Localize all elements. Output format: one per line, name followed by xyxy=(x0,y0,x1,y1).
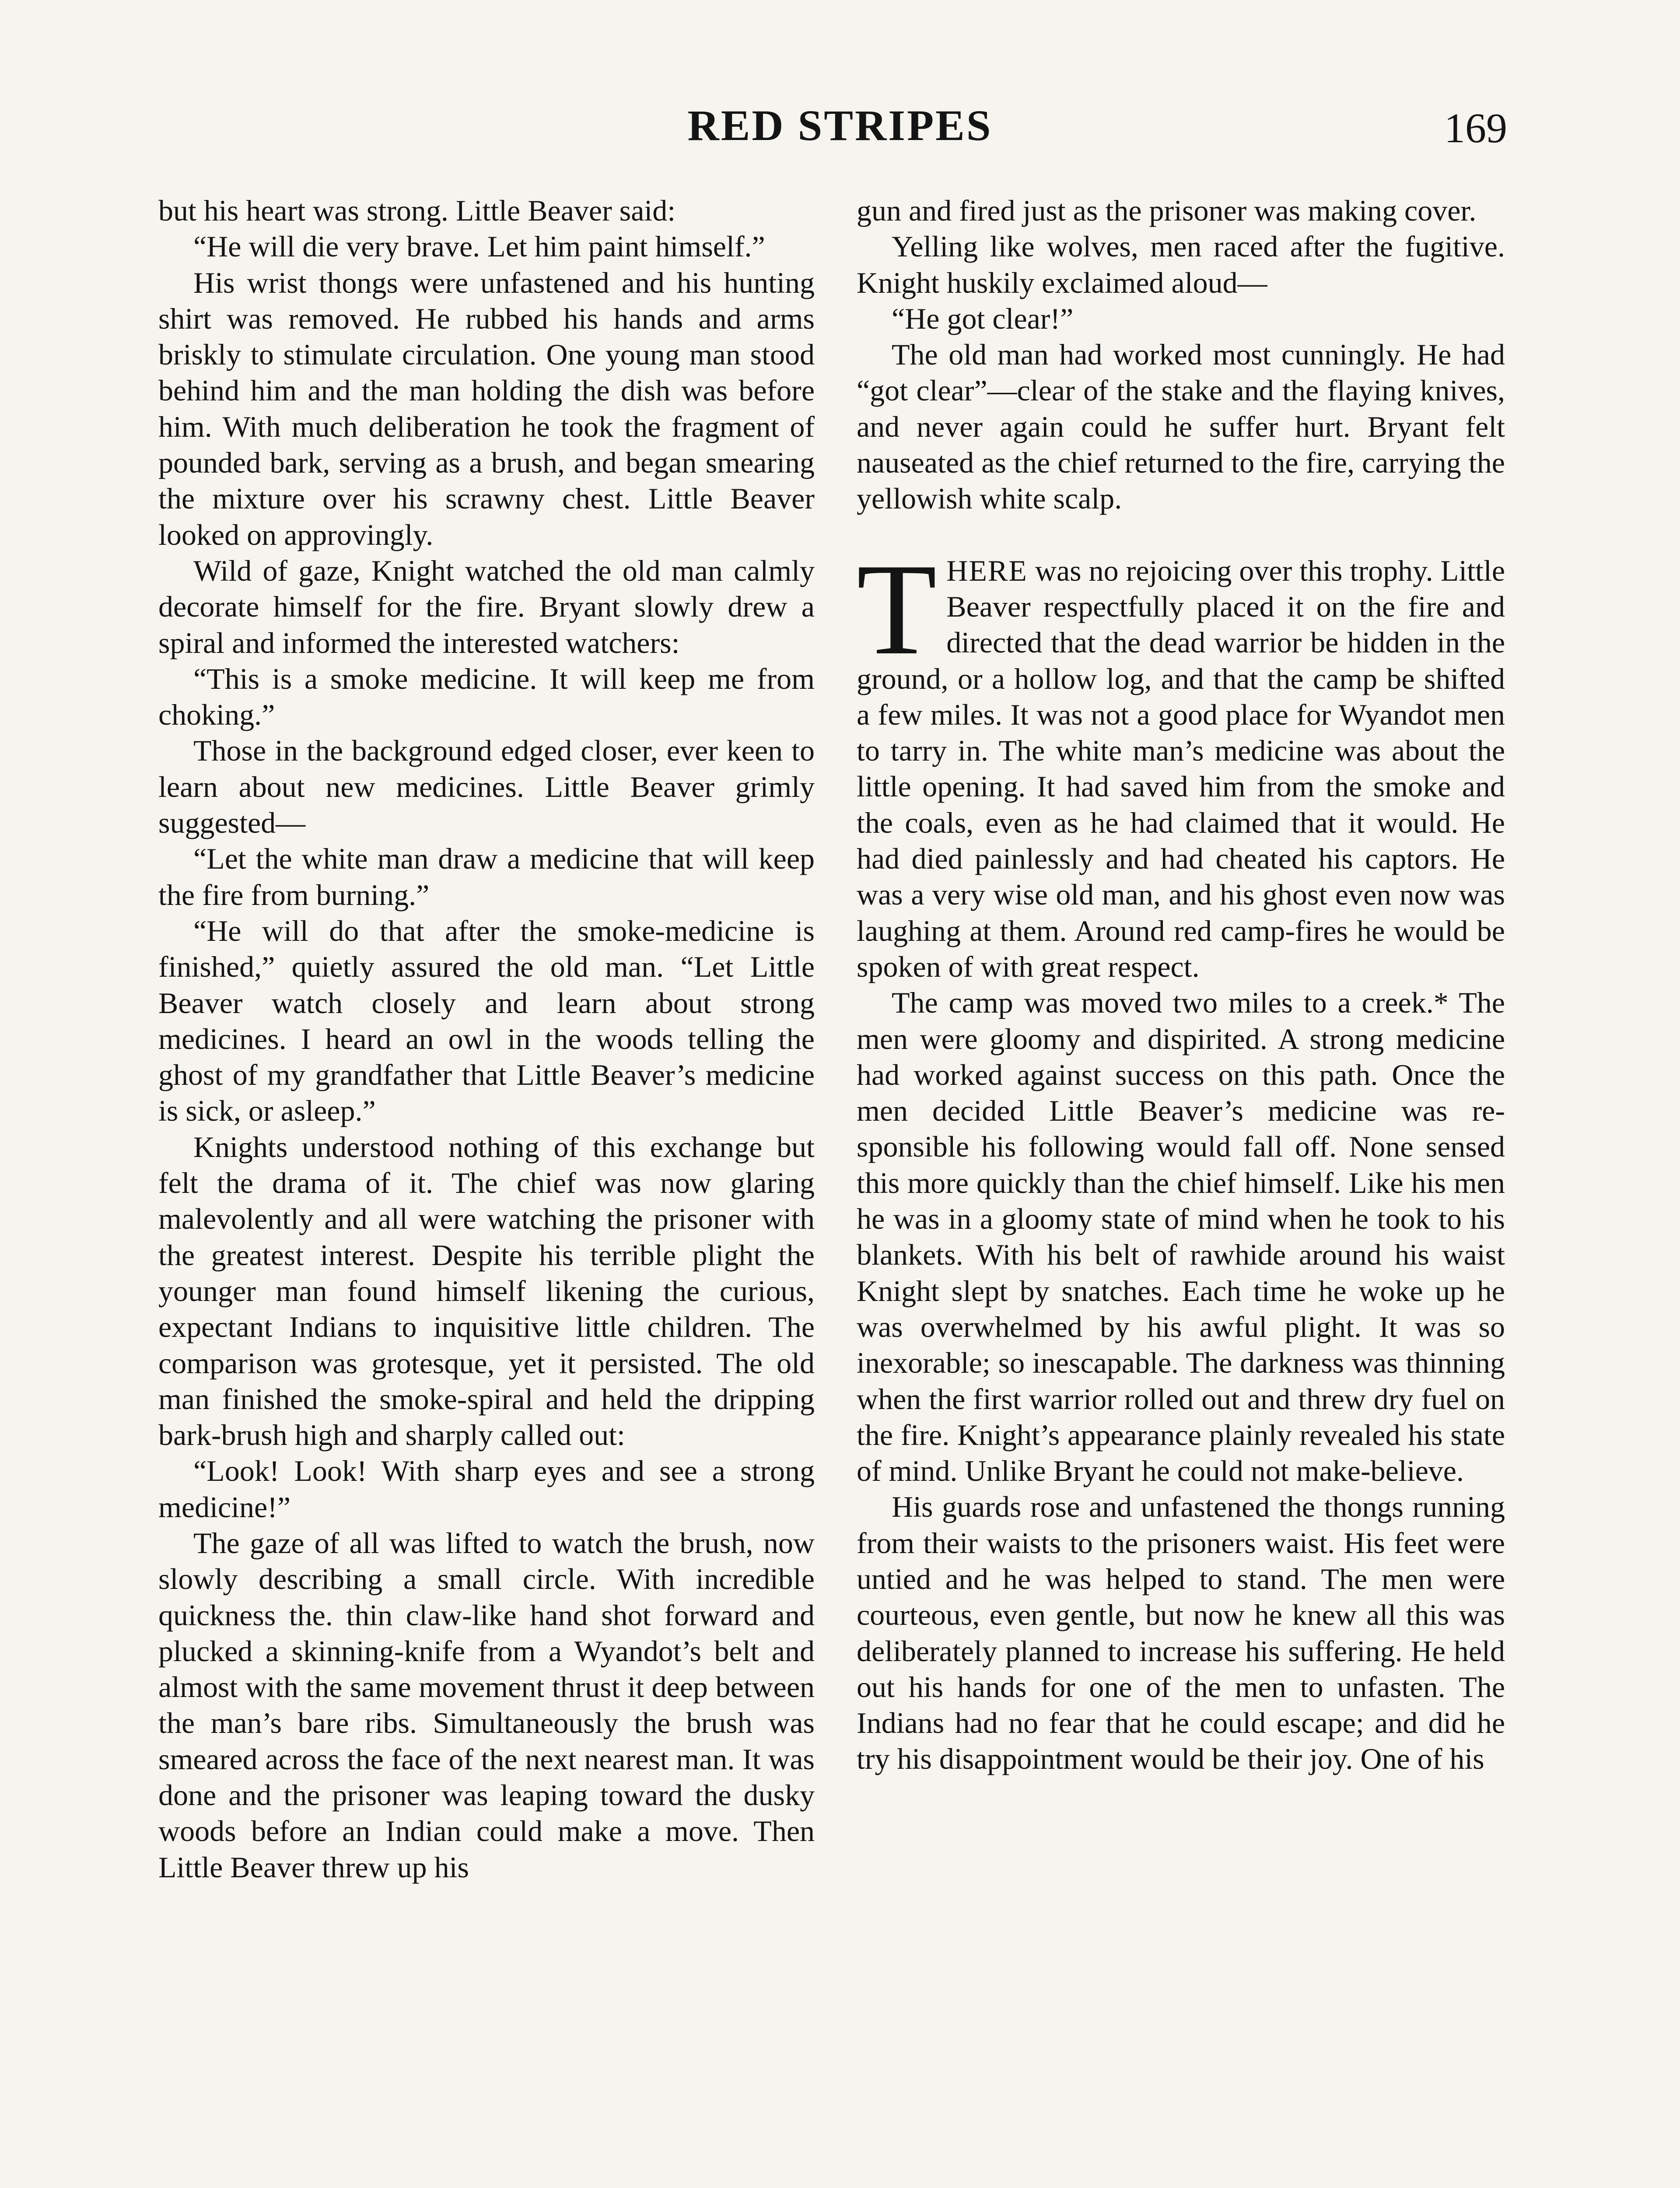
left-column xyxy=(158,193,815,1885)
drop-cap: T xyxy=(857,536,937,682)
section-break xyxy=(857,517,1505,553)
paragraph: “This is a smoke medicine. It will keep me from choking.” xyxy=(158,662,815,732)
paragraph: The old man had worked most cunningly. He had “got clear”—clear of the stake and the flaying knives, and never again could he suffer hurt. Bryant felt nauseated as the chief returned to the fire, carrying the yellowish white scalp. xyxy=(857,338,1505,515)
page-number: 169 xyxy=(1444,105,1507,151)
paragraph: “Let the white man draw a medicine that will keep the fire from burning.” xyxy=(158,842,815,912)
section-opening-paragraph xyxy=(857,536,1505,985)
paragraph: Those in the background edged closer, ever keen to learn about new medicines. Little Beaver grimly suggested— xyxy=(158,734,815,840)
paragraph: “He will die very brave. Let him paint himself.” xyxy=(193,230,765,263)
right-column xyxy=(857,193,1505,1777)
running-title: RED STRIPES xyxy=(687,101,993,150)
paragraph: His guards rose and unfastened the thongs running from their waists to the prisoners waist. His feet were untied and he was helped to stand. The men were courteous, even gentle, but now he knew all this was deliberately planned to increase his suffering. He held out his hands for one of the men to unfasten. The Indians had no fear that he could escape; and did he try his disappointment would be their joy. One of his xyxy=(857,1490,1505,1776)
paragraph: His wrist thongs were unfastened and his hunting shirt was removed. He rubbed his hands and arms briskly to stimulate circulation. One young man stood behind him and the man holding the dish was before him. With much deliberation he took the fragment of pounded bark, serving as a brush, and began smearing the mixture over his scrawny chest. Little Beaver looked on approvingly. xyxy=(158,266,815,551)
paragraph: Knights understood nothing of this exchange but felt the drama of it. The chief was now glaring malevolently and all were watching the prisoner with the greatest interest. Despite his terrible plight the younger man found himself likening the curious, expectant Indians to inquisitive little children. The comparison was grotesque, yet it persisted. The old man finished the smoke-spiral and held the dripping bark-brush high and sharply called out: xyxy=(158,1130,815,1452)
paragraph-text: was no rejoicing over this trophy. Little Beaver respectfully placed it on the fire and directed that the dead warrior be hidden in the ground, or a hollow log, and that the camp be shifted a few miles. It was not a good place for Wyandot men to tarry in. The white man’s medicine was about the little opening. It had saved him from the smoke and the coals, even as he had claimed that it would. He had died painlessly and had cheated his captors. He was a very wise old man, and his ghost even now was laughing at them. Around red camp-fires he would be spoken of with great respect. xyxy=(857,554,1505,983)
paragraph: The camp was moved two miles to a creek.* The men were gloomy and dispirited. A strong medicine had worked against success on this path. Once the men decided Little Beaver’s medicine was responsible his following would fall off. None sensed this more quickly than the chief himself. Like his men he was in a gloomy state of mind when he took to his blankets. With his belt of rawhide around his waist Knight slept by snatches. Each time he woke up he was overwhelmed by his awful plight. It was so inexorable; so inescapable. The darkness was thinning when the first warrior rolled out and threw dry fuel on the fire. Knight’s appearance plainly revealed his state of mind. Unlike Bryant he could not make-believe. xyxy=(857,986,1505,1488)
lead-caps: HERE xyxy=(946,554,1028,587)
paragraph: Yelling like wolves, men raced after the fugitive. Knight huskily exclaimed aloud— xyxy=(857,230,1505,299)
paragraph: but his heart was strong. Little Beaver said: xyxy=(158,194,676,227)
paragraph: “Look! Look! With sharp eyes and see a strong medicine!” xyxy=(158,1454,815,1524)
paragraph: Wild of gaze, Knight watched the old man calmly decorate himself for the fire. Bryant slowly drew a spiral and informed the interested watchers: xyxy=(158,554,815,659)
paragraph: The gaze of all was lifted to watch the brush, now slowly describing a small circle. With incredible quickness the. thin claw-like hand shot forward and plucked a skinning-knife from a Wyandot’s belt and almost with the same movement thrust it deep between the man’s bare ribs. Simultaneously the brush was smeared across the face of the next nearest man. It was done and the prisoner was leaping toward the dusky woods before an Indian could make a move. Then Little Beaver threw up his xyxy=(158,1526,815,1884)
paragraph: “He will do that after the smoke-medicine is finished,” quietly assured the old man. “Let Little Beaver watch closely and learn about strong medicines. I heard an owl in the woods telling the ghost of my grandfather that Little Beaver’s medicine is sick, or asleep.” xyxy=(158,914,815,1128)
paragraph: “He got clear!” xyxy=(892,302,1074,335)
paragraph: gun and fired just as the prisoner was making cover. xyxy=(857,194,1477,227)
